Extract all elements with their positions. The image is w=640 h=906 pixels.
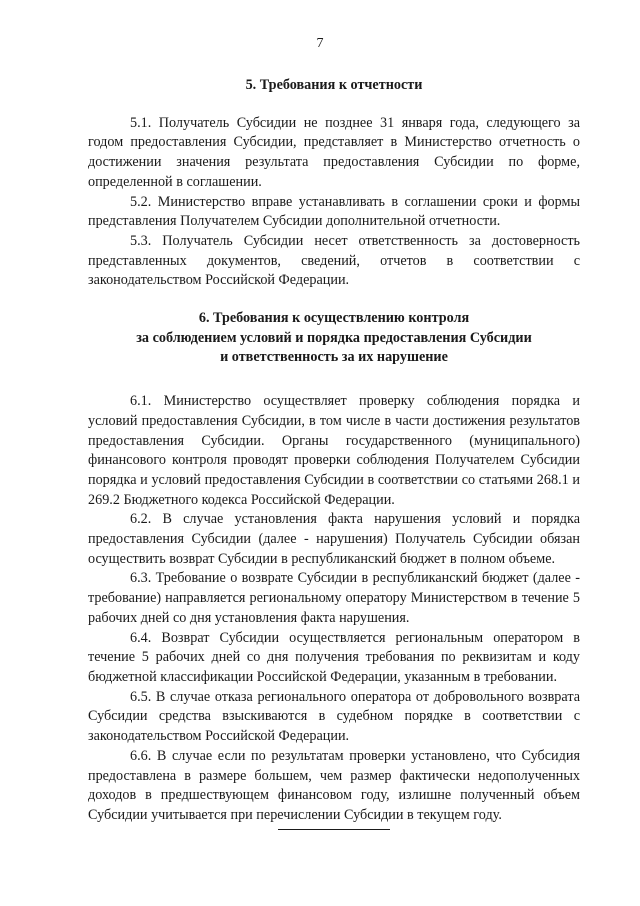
paragraph-6-1: 6.1. Министерство осуществляет проверку соблюдения порядка и условий предоставления Субсидии, в том числе в части достижения результатов предоставления Субсидии. Органы государственного (муниципального) финансового контроля проводят проверки соблюдения Получателем Субсидии порядка и условий предоставления Субсидии в соответствии со статьями 268.1 и 269.2 Бюджетного кодекса Российской Федерации. [88,393,580,508]
paragraph-6-3: 6.3. Требование о возврате Субсидии в республиканский бюджет (далее - требование) направляется региональному оператору Министерством в течение 5 рабочих дней со дня установления факта нарушения. [88,570,580,626]
closing-divider [278,829,390,830]
paragraph-6-6: 6.6. В случае если по результатам проверки установлено, что Субсидия предоставлена в размере большем, чем размер фактически недополученных доходов в предшествующем финансовом году, излишне полученный объем Субсидии учитывается при перечислении Субсидии в текущем году. [88,747,580,823]
paragraph-6-4: 6.4. Возврат Субсидии осуществляется региональным оператором в течение 5 рабочих дней со дня получения требования по реквизитам и коду бюджетной классификации Российской Федерации, указанным в требовании. [88,629,580,685]
paragraph-5-2: 5.2. Министерство вправе устанавливать в соглашении сроки и формы представления Получателем Субсидии дополнительной отчетности. [88,193,580,230]
section-6 [88,309,580,826]
section-6-heading [88,309,580,368]
section-5-heading: 5. Требования к отчетности [245,77,423,93]
section-6-heading-line-1: 6. Требования к осуществлению контроля [198,310,470,327]
paragraph-6-2: 6.2. В случае установления факта нарушения условий и порядка предоставления Субсидии (далее - нарушения) Получатель Субсидии обязан осуществить возврат Субсидии в республиканский бюджет в полном объеме. [88,511,580,567]
document-body [88,76,580,826]
paragraph-5-1: 5.1. Получатель Субсидии не позднее 31 января года, следующего за годом предоставления Субсидии, представляет в Министерство отчетность о достижении значения результата предоставления Субсидии по форме, определенной в соглашении. [88,114,580,190]
page-number: 7 [316,36,324,51]
section-5 [88,76,580,291]
paragraph-6-5: 6.5. В случае отказа регионального оператора от добровольного возврата Субсидии средства взыскиваются в судебном порядке в соответствии с законодательством Российской Федерации. [88,688,580,745]
section-6-heading-line-3: и ответственность за их нарушение [220,349,448,366]
section-6-heading-line-2: за соблюдением условий и порядка предоставления Субсидии [136,329,532,346]
paragraph-5-3: 5.3. Получатель Субсидии несет ответственность за достоверность представленных документов, сведений, отчетов в соответствии с законодательством Российской Федерации. [88,232,580,289]
